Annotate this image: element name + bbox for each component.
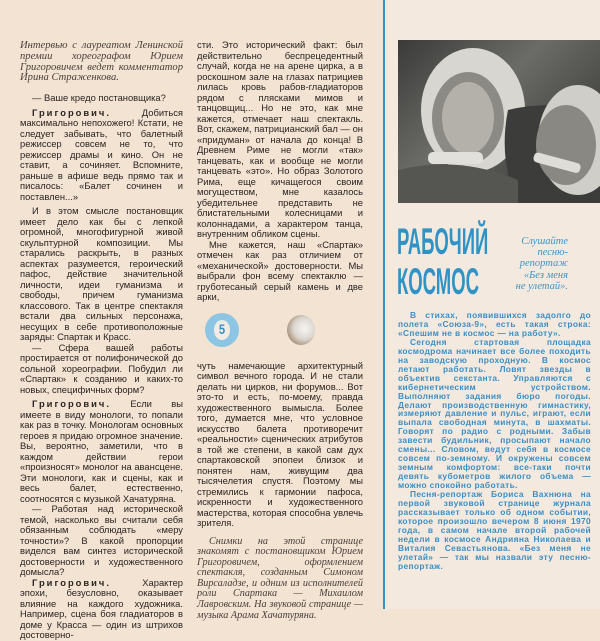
speaker-name: Григорович. bbox=[32, 576, 111, 588]
ornament-row bbox=[197, 309, 363, 353]
middle-column bbox=[197, 40, 363, 621]
cosmonauts-illustration bbox=[398, 40, 600, 203]
question-2: — Сфера вашей работы простирается от полифонической до сольной хореографии. Побудил ли «Спартак» к созданию и каких-то новых, специфичных форм? bbox=[20, 341, 183, 395]
interview-intro: Интервью с лауреатом Ленинской премии хореографом Юрием Григоровичем ведет комментатор Ирина Страженкова. bbox=[20, 40, 183, 84]
sidebar-subtitle bbox=[496, 236, 568, 292]
page-number: 5 bbox=[214, 320, 230, 340]
page-number-badge bbox=[205, 313, 239, 347]
speaker-name: Григорович. bbox=[32, 398, 111, 410]
subtitle-line: Слушайте bbox=[521, 236, 568, 247]
left-column bbox=[20, 41, 183, 641]
sidebar-article bbox=[398, 311, 591, 571]
caption-text: Снимки на этой странице знакомят с постановщиком Юрием Григоровичем, оформлением спектакля, созданным Симоном Вирсаладзе, и одним из исполнителей роли Спартака — Михаилом Лавровским. На звуковой странице — музыка Арама Хачатуряна. bbox=[197, 535, 363, 621]
answer-1-continued: И в этом смысле постановщик имеет дело как бы с лепкой огромной, многофигурной живой скульптурной композиции. Мы старались раскрыть, в разных аспектах разумеется, героический пафос, действие значительной личности, идеи гуманизма и свободы, причем гуманизма классового. Так в центре спектакля встали два сильных персонажа, несущих в себе противоположные заряды: Спартак и Красс. bbox=[20, 205, 183, 343]
flexi-disc-icon bbox=[287, 315, 315, 345]
question-1: — Ваше кредо постановщика? bbox=[32, 92, 166, 104]
subtitle-line: песню- bbox=[537, 247, 568, 259]
answer-text: Характер эпохи, безусловно, оказывает влияние на каждого художника. Например, сцена боя гладиаторов в доме у Красса — один из штрихов достоверно- bbox=[20, 576, 183, 641]
answer-2 bbox=[20, 399, 183, 504]
subtitle-line: «Без меня bbox=[523, 269, 568, 281]
cosmonauts-photo bbox=[398, 40, 600, 203]
title-line-2: КОСМОС bbox=[397, 261, 479, 302]
sidebar-paragraph: Песня-репортаж Бориса Вахнюна на первой звуковой странице журнала рассказывает только об одном событии, которое произошло вечером 8 июня 1970 года, в самом начале второй рабочей недели в космосе Андрияна Николаева и Виталия Севастьянова. «Без меня не улетай» — так мы назвали эту песню-репортаж. bbox=[398, 489, 591, 571]
answer-3-continued: сти. Это исторический факт: был действительно беспрецедентный случай, когда не на арене цирка, а в роскошном зале на глазах патрициев лилась кровь рабов-гладиаторов рядом с плясками мимов и танцовщиц... Но не это, как мне кажется, отмечает наш спектакль. Вот, скажем, патрицианский бал — он «придуман» от начала до конца! В Древнем Риме не могли «так» танцевать, как и вообще не могли танцевать «это». Но образ Золотого Рима, еще кичащегося своим могуществом, мне казалось убедительнее представить не блистательными колесницами и колоннадами, а характером танца, внутренним обликом сцены. bbox=[197, 39, 363, 239]
speaker-name: Григорович. bbox=[32, 106, 111, 118]
question-3: — Работая над исторической темой, насколько вы считали себя обязанным соблюдать «меру точности»? В какой пропорции виделся вам синтез исторической достоверности и художественного домысла? bbox=[20, 503, 183, 578]
answer-text: Если вы имеете в виду монологи, то попали как раз в точку. Монологам основных героев я придаю огромное значение. Вы, вероятно, заметили, что в каждом действии герои «произносят» монолог на авансцене. Эти монологи, как и сцены, как и весь балет, естественно, соотносятся с музыкой Хачатуряна. bbox=[20, 398, 183, 504]
title-line-1: РАБОЧИЙ bbox=[397, 221, 489, 262]
sidebar-title bbox=[397, 222, 488, 302]
column-divider bbox=[383, 0, 385, 609]
answer-3-part-2: Мне кажется, наш «Спартак» отмечен как раз отличием от «механической» достоверности. Мы выбрали фон всему спектаклю — груботесаный серый камень и две арки, bbox=[197, 238, 363, 302]
answer-1 bbox=[20, 108, 183, 203]
answer-3 bbox=[20, 578, 183, 641]
answer-3-part-3: чуть намечающие архитектурный символ вечного города. И не стали делать ни цирков, ни форумов... Вот это-то и есть, по-моему, правда художественного вымысла. Более того, думается мне, что условное искусство балета противоречит «реальности» сценических атрибутов в той же степени, в какой сам дух спартаковской эпопеи близок и понятен нам, живущим два тысячелетия спустя. Поэтому мы стремились к гармонии пафоса, искренности и художественного мастерства, которая способна увлечь зрителя. bbox=[197, 359, 363, 528]
sidebar-paragraph: В стихах, появившихся задолго до полета «Союза-9», есть такая строка: «Спешим не в космос — на работу». bbox=[398, 310, 591, 338]
subtitle-line: репортаж bbox=[519, 258, 568, 270]
sidebar-paragraph: Сегодня стартовая площадка космодрома начинает все более походить на заводскую проходную. В космос летают работать. Ловят звезды в объектив секстанта. Управляются с кибернетическим устройством. Выполняют задания бюро погоды. Делают производственную гимнастику, измеряют давление и пульс, играют, если выпала свободная минута, в шахматы. Говорят по радио с родными. Забыв завести будильник, просыпают начало смены... Словом, ведут себя в космосе совсем по-земному. И окружены совсем земным комфортом: все-таки почти девять кубометров жилого объема — можно спокойно работать. bbox=[398, 336, 591, 491]
answer-text: Добиться максимально непохожего! Кстати, не следует забывать, что балетный режиссер совсем не то, что режиссер драмы и кино. Он не ставит, а сочиняет. Вспомните, раньше в афише ведь прямо так и писалось: «Балет сочинен и поставлен...» bbox=[20, 106, 183, 202]
subtitle-line: не улетай». bbox=[515, 280, 568, 292]
